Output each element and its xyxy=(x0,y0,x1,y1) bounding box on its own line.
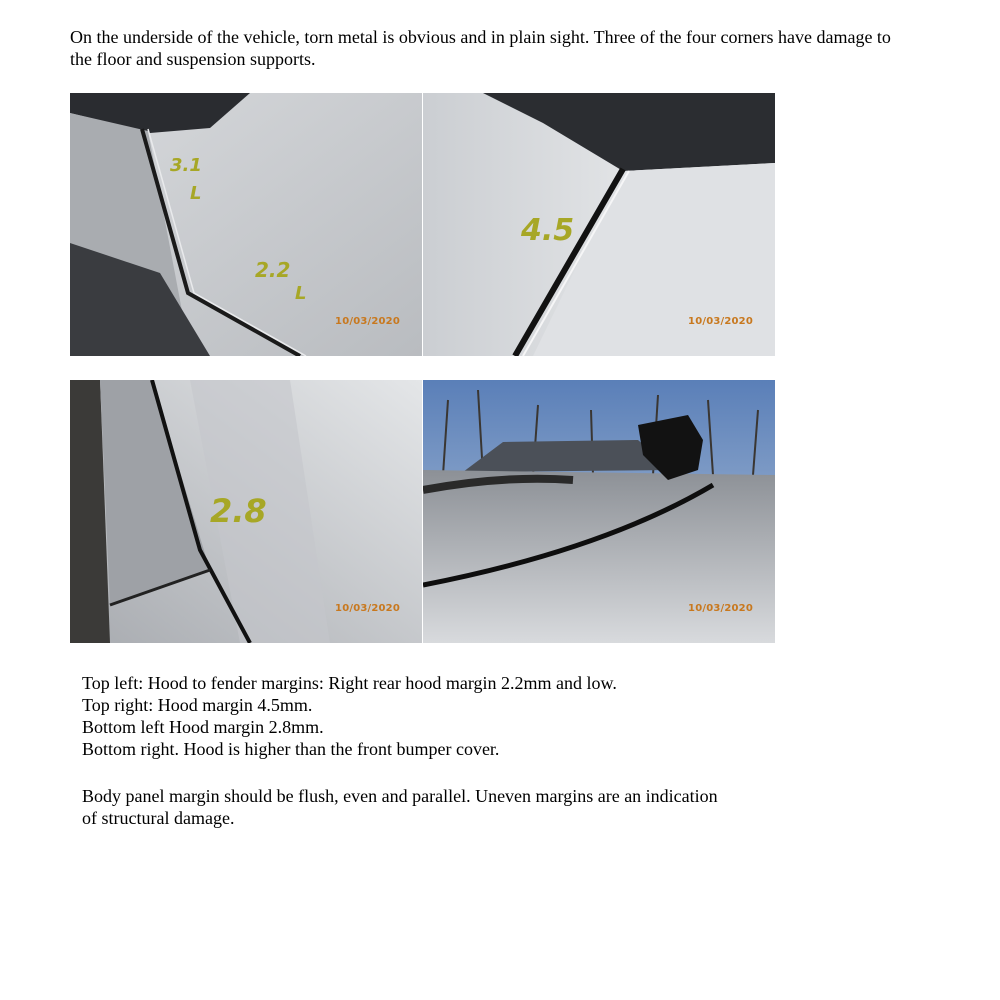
caption-top-right: Top right: Hood margin 4.5mm. xyxy=(82,695,313,715)
handwritten-mark: 3.1 xyxy=(170,155,202,176)
date-stamp: 10/03/2020 xyxy=(688,603,753,614)
photo-bottom-right xyxy=(423,380,775,643)
caption-bottom-right: Bottom right. Hood is higher than the front bumper cover. xyxy=(82,739,500,759)
handwritten-mark: L xyxy=(295,283,307,304)
photo-bottom-left xyxy=(70,380,422,643)
photo-captions xyxy=(82,672,882,760)
caption-bottom-left: Bottom left Hood margin 2.8mm. xyxy=(82,717,324,737)
structural-damage-note: Body panel margin should be flush, even and parallel. Uneven margins are an indication of structural damage. xyxy=(82,786,718,828)
intro-paragraph: On the underside of the vehicle, torn metal is obvious and in plain sight. Three of the four corners have damage to the floor and suspension supports. xyxy=(70,27,891,69)
date-stamp: 10/03/2020 xyxy=(335,603,400,614)
caption-top-left: Top left: Hood to fender margins: Right rear hood margin 2.2mm and low. xyxy=(82,673,617,693)
handwritten-mark: 4.5 xyxy=(521,213,575,248)
handwritten-mark: L xyxy=(190,183,202,204)
photo-top-left xyxy=(70,93,422,356)
handwritten-mark: 2.8 xyxy=(210,492,267,530)
handwritten-mark: 2.2 xyxy=(255,258,291,282)
date-stamp: 10/03/2020 xyxy=(335,316,400,327)
date-stamp: 10/03/2020 xyxy=(688,316,753,327)
photo-top-right xyxy=(423,93,775,356)
